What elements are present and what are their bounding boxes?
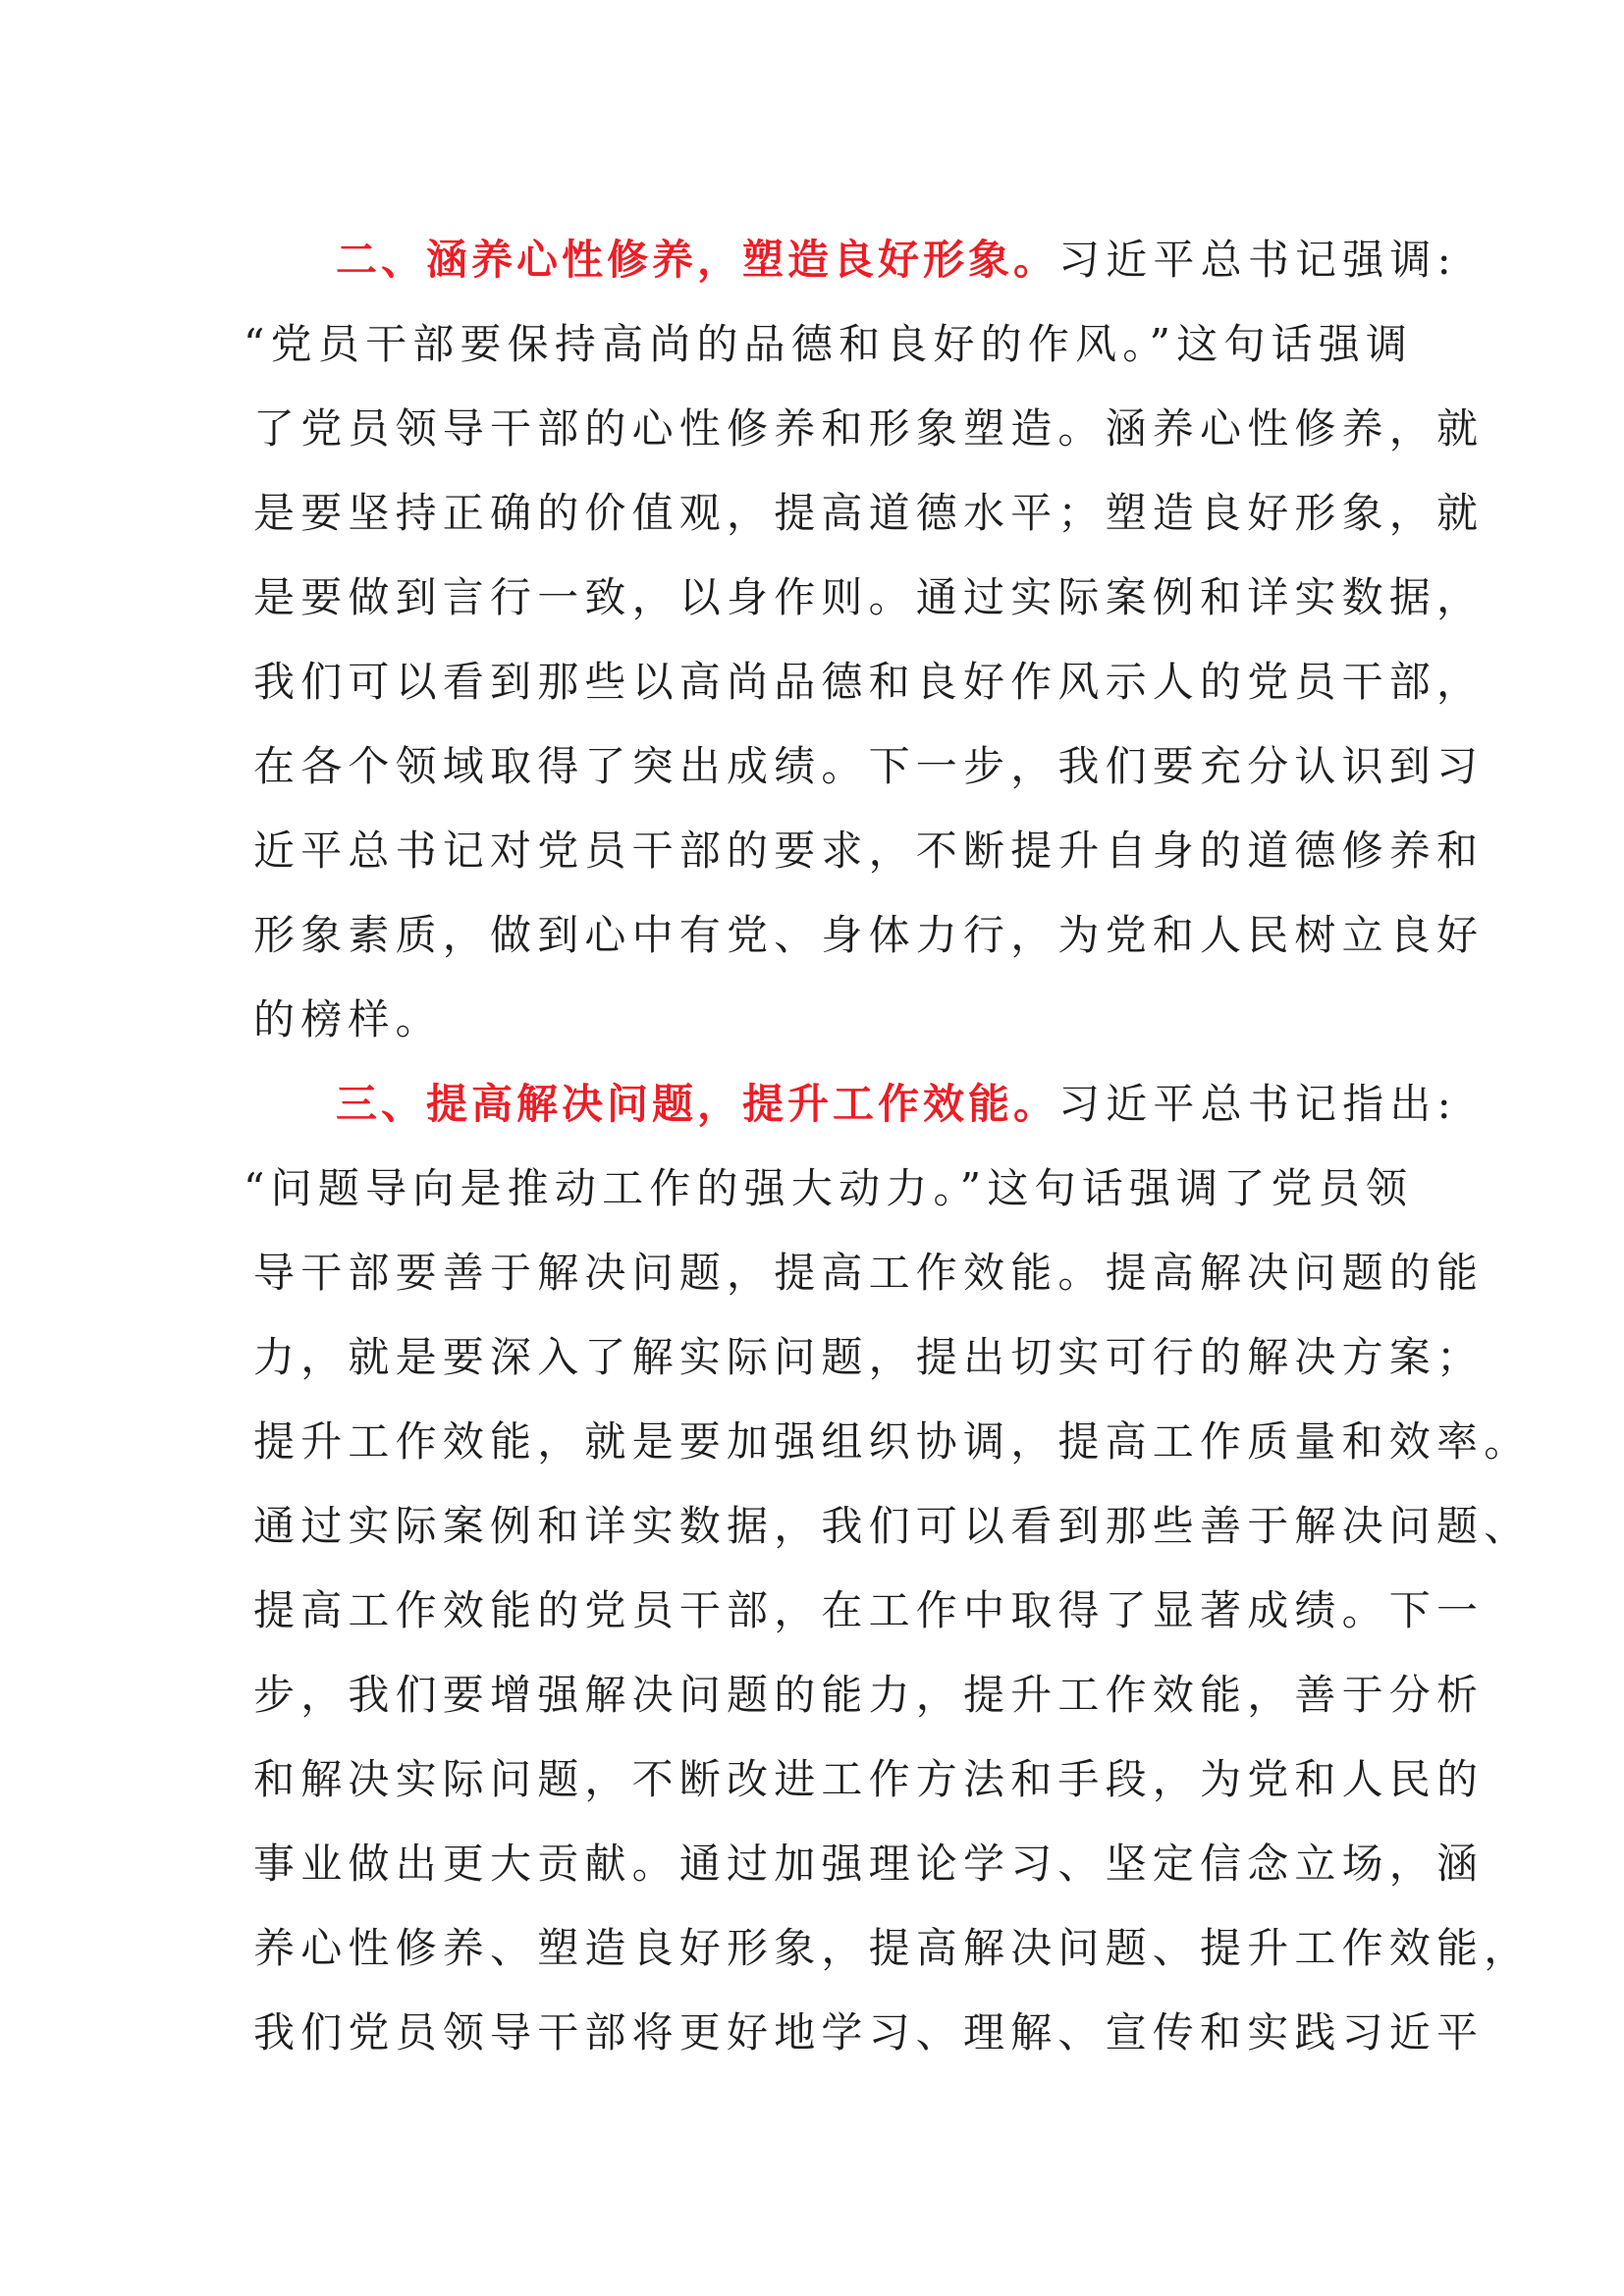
- section-3-line: 步，我们要增强解决问题的能力，提升工作效能，善于分析: [253, 1671, 1485, 1719]
- section-3-line: 我们党员领导干部将更好地学习、理解、宣传和实践习近平: [253, 2008, 1485, 2056]
- section-3-lead-line: [253, 1062, 1457, 1147]
- section-2-line: 了党员领导干部的心性修养和形象塑造。涵养心性修养，就: [253, 404, 1485, 453]
- section-2-heading: 二、涵养心性修养，塑造良好形象。: [336, 236, 1059, 284]
- section-2-lead-text: 习近平总书记强调:: [1058, 236, 1457, 284]
- section-3-line: 力，就是要深入了解实际问题，提出切实可行的解决方案；: [253, 1333, 1485, 1381]
- section-3-line: 提高工作效能的党员干部，在工作中取得了显著成绩。下一: [253, 1586, 1485, 1634]
- section-2-line: 在各个领域取得了突出成绩。下一步，我们要充分认识到习: [253, 742, 1485, 790]
- section-2-lead-line: [253, 218, 1457, 302]
- section-3-line: 通过实际案例和详实数据，我们可以看到那些善于解决问题、: [253, 1502, 1532, 1550]
- section-2-line: 近平总书记对党员干部的要求，不断提升自身的道德修养和: [253, 827, 1485, 875]
- section-3-line: “问题导向是推动工作的强大动力。”这句话强调了党员领: [244, 1164, 1414, 1212]
- section-2-line: 是要做到言行一致，以身作则。通过实际案例和详实数据，: [253, 573, 1485, 621]
- section-2-line: 的榜样。: [253, 995, 443, 1043]
- section-2-line: 形象素质，做到心中有党、身体力行，为党和人民树立良好: [253, 911, 1485, 959]
- section-3-heading: 三、提高解决问题，提升工作效能。: [336, 1080, 1059, 1128]
- section-2-line: 我们可以看到那些以高尚品德和良好作风示人的党员干部，: [253, 658, 1485, 706]
- section-3-line: 和解决实际问题，不断改进工作方法和手段，为党和人民的: [253, 1755, 1485, 1803]
- section-3-line: 养心性修养、塑造良好形象，提高解决问题、提升工作效能，: [253, 1924, 1532, 1972]
- section-3-lead-text: 习近平总书记指出:: [1058, 1080, 1457, 1128]
- section-2-line: 是要坚持正确的价值观，提高道德水平；塑造良好形象，就: [253, 489, 1485, 537]
- section-2-line: “党员干部要保持高尚的品德和良好的作风。”这句话强调: [244, 320, 1414, 368]
- section-3-line: 提升工作效能，就是要加强组织协调，提高工作质量和效率。: [253, 1417, 1532, 1466]
- section-3-line: 导干部要善于解决问题，提高工作效能。提高解决问题的能: [253, 1249, 1485, 1297]
- section-3-line: 事业做出更大贡献。通过加强理论学习、坚定信念立场，涵: [253, 1840, 1485, 1888]
